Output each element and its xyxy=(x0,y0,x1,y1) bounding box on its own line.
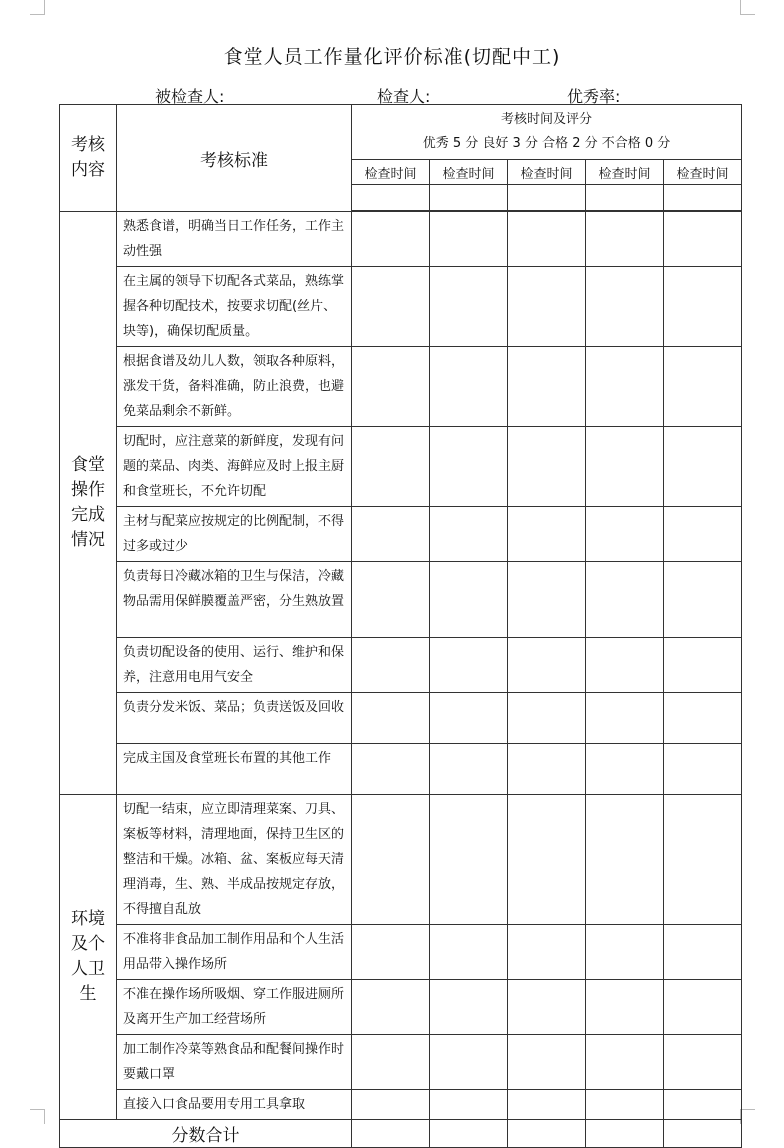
inspected-person-label: 被检查人: xyxy=(155,87,225,106)
score-cell[interactable] xyxy=(586,693,664,744)
score-cell[interactable] xyxy=(586,980,664,1035)
page-corner-mark xyxy=(740,0,755,15)
total-row xyxy=(60,1120,742,1148)
score-cell[interactable] xyxy=(352,212,430,267)
category-line: 操作 xyxy=(71,480,105,500)
standard-text: 完成主国及食堂班长布置的其他工作 xyxy=(117,744,352,795)
score-cell[interactable] xyxy=(664,638,742,693)
score-cell[interactable] xyxy=(352,638,430,693)
table-row xyxy=(60,744,742,795)
standard-text: 切配一结束，应立即清理菜案、刀具、案板等材料，清理地面，保持卫生区的整洁和干燥。冰箱、盆、案板应每天清理消毒，生、熟、半成品按规定存放，不得擅自乱放 xyxy=(117,795,352,925)
score-cell[interactable] xyxy=(352,427,430,507)
score-cell[interactable] xyxy=(430,507,508,562)
score-cell[interactable] xyxy=(352,267,430,347)
score-cell[interactable] xyxy=(430,212,508,267)
table-row xyxy=(60,347,742,427)
score-title: 考核时间及评分 xyxy=(501,112,593,127)
category-line: 人卫 xyxy=(71,959,105,979)
table-row xyxy=(60,562,742,638)
score-cell[interactable] xyxy=(508,638,586,693)
score-cell[interactable] xyxy=(508,562,586,638)
time-column-header: 检查时间 xyxy=(664,160,742,185)
standard-text: 负责切配设备的使用、运行、维护和保养，注意用电用气安全 xyxy=(117,638,352,693)
score-cell[interactable] xyxy=(586,347,664,427)
score-cell[interactable] xyxy=(508,507,586,562)
score-cell[interactable] xyxy=(508,347,586,427)
score-cell[interactable] xyxy=(586,795,664,925)
total-score-cell[interactable] xyxy=(352,1120,430,1148)
standard-text: 在主属的领导下切配各式菜品，熟练掌握各种切配技术，按要求切配(丝片、块等)，确保切配质量。 xyxy=(117,267,352,347)
total-label: 分数合计 xyxy=(60,1120,352,1148)
score-cell[interactable] xyxy=(508,693,586,744)
standard-text: 负责每日冷藏冰箱的卫生与保洁，冷藏物品需用保鲜膜覆盖严密，分生熟放置 xyxy=(117,562,352,638)
score-cell[interactable] xyxy=(586,638,664,693)
table-row xyxy=(60,267,742,347)
score-cell[interactable] xyxy=(352,1090,430,1120)
evaluation-table xyxy=(59,104,742,1148)
time-column-header: 检查时间 xyxy=(430,160,508,185)
score-cell[interactable] xyxy=(430,925,508,980)
score-cell[interactable] xyxy=(430,267,508,347)
table-row xyxy=(60,427,742,507)
standard-text: 主材与配菜应按规定的比例配制，不得过多或过少 xyxy=(117,507,352,562)
score-cell[interactable] xyxy=(664,212,742,267)
section-category xyxy=(60,212,117,795)
score-cell[interactable] xyxy=(586,562,664,638)
score-cell[interactable] xyxy=(664,347,742,427)
standard-text: 负责分发米饭、菜品；负责送饭及回收 xyxy=(117,693,352,744)
time-column-header: 检查时间 xyxy=(586,160,664,185)
score-cell[interactable] xyxy=(586,427,664,507)
score-cell[interactable] xyxy=(586,212,664,267)
score-cell[interactable] xyxy=(664,1035,742,1090)
score-cell[interactable] xyxy=(430,427,508,507)
score-cell[interactable] xyxy=(664,562,742,638)
score-cell[interactable] xyxy=(352,980,430,1035)
time-input-cell[interactable] xyxy=(664,185,742,211)
header-category-line: 考核 xyxy=(71,135,105,155)
document-title: 食堂人员工作量化评价标准(切配中工) xyxy=(223,46,561,68)
score-cell[interactable] xyxy=(586,507,664,562)
header-row xyxy=(60,105,742,160)
table-row xyxy=(60,638,742,693)
table-row xyxy=(60,980,742,1035)
score-cell[interactable] xyxy=(508,980,586,1035)
total-score-cell[interactable] xyxy=(508,1120,586,1148)
page-corner-mark xyxy=(30,1109,45,1124)
category-line: 完成 xyxy=(71,505,105,525)
score-cell[interactable] xyxy=(664,507,742,562)
score-cell[interactable] xyxy=(586,267,664,347)
score-cell[interactable] xyxy=(664,744,742,795)
score-cell[interactable] xyxy=(508,1090,586,1120)
standard-text: 直接入口食品要用专用工具拿取 xyxy=(117,1090,352,1120)
score-cell[interactable] xyxy=(586,1090,664,1120)
score-cell[interactable] xyxy=(352,507,430,562)
category-line: 食堂 xyxy=(71,455,105,475)
score-cell[interactable] xyxy=(508,212,586,267)
score-cell[interactable] xyxy=(430,638,508,693)
category-line: 生 xyxy=(79,984,97,1004)
score-cell[interactable] xyxy=(430,744,508,795)
page-corner-mark xyxy=(30,0,45,15)
score-cell[interactable] xyxy=(352,744,430,795)
standard-text: 根据食谱及幼儿人数，领取各种原料，涨发干货，备料准确，防止浪费，也避免菜品剩余不新鲜。 xyxy=(117,347,352,427)
score-cell[interactable] xyxy=(430,1090,508,1120)
score-cell[interactable] xyxy=(352,795,430,925)
time-input-cell[interactable] xyxy=(430,185,508,211)
score-cell[interactable] xyxy=(664,980,742,1035)
category-line: 及个 xyxy=(71,934,105,954)
table-row xyxy=(60,1090,742,1120)
score-cell[interactable] xyxy=(586,744,664,795)
time-input-cell[interactable] xyxy=(586,185,664,211)
score-cell[interactable] xyxy=(430,980,508,1035)
table-row xyxy=(60,212,742,267)
score-cell[interactable] xyxy=(664,925,742,980)
score-cell[interactable] xyxy=(430,693,508,744)
score-cell[interactable] xyxy=(508,744,586,795)
score-cell[interactable] xyxy=(508,795,586,925)
score-cell[interactable] xyxy=(352,925,430,980)
score-cell[interactable] xyxy=(352,693,430,744)
header-score-block xyxy=(352,105,742,160)
score-cell[interactable] xyxy=(508,427,586,507)
score-legend: 优秀 5 分 良好 3 分 合格 2 分 不合格 0 分 xyxy=(422,136,671,151)
score-cell[interactable] xyxy=(664,1090,742,1120)
score-cell[interactable] xyxy=(352,1035,430,1090)
standard-text: 加工制作冷菜等熟食品和配餐间操作时要戴口罩 xyxy=(117,1035,352,1090)
score-cell[interactable] xyxy=(664,795,742,925)
score-cell[interactable] xyxy=(430,795,508,925)
table-row xyxy=(60,693,742,744)
score-cell[interactable] xyxy=(352,347,430,427)
time-input-cell[interactable] xyxy=(508,185,586,211)
standard-text: 不准在操作场所吸烟、穿工作服进厕所及离开生产加工经营场所 xyxy=(117,980,352,1035)
standard-text: 熟悉食谱，明确当日工作任务，工作主动性强 xyxy=(117,212,352,267)
score-cell[interactable] xyxy=(430,347,508,427)
table-row xyxy=(60,507,742,562)
score-cell[interactable] xyxy=(508,925,586,980)
table-row xyxy=(60,1035,742,1090)
score-cell[interactable] xyxy=(508,1035,586,1090)
score-cell[interactable] xyxy=(664,693,742,744)
category-line: 情况 xyxy=(71,530,105,550)
header-category xyxy=(60,105,117,212)
standard-text: 切配时，应注意菜的新鲜度，发现有问题的菜品、肉类、海鲜应及时上报主厨和食堂班长，不允许切配 xyxy=(117,427,352,507)
total-score-cell[interactable] xyxy=(586,1120,664,1148)
score-cell[interactable] xyxy=(586,1035,664,1090)
time-column-header: 检查时间 xyxy=(352,160,430,185)
inspector-label: 检查人: xyxy=(377,87,431,106)
total-score-cell[interactable] xyxy=(664,1120,742,1148)
score-cell[interactable] xyxy=(664,267,742,347)
time-input-cell[interactable] xyxy=(352,185,430,211)
table-row xyxy=(60,925,742,980)
time-column-header: 检查时间 xyxy=(508,160,586,185)
excellent-rate-label: 优秀率: xyxy=(567,87,621,106)
category-line: 环境 xyxy=(71,909,105,929)
section-category xyxy=(60,795,117,1120)
table-row xyxy=(60,795,742,925)
score-cell[interactable] xyxy=(352,562,430,638)
score-cell[interactable] xyxy=(430,1035,508,1090)
header-category-line: 内容 xyxy=(71,160,105,180)
total-score-cell[interactable] xyxy=(430,1120,508,1148)
score-cell[interactable] xyxy=(586,925,664,980)
score-cell[interactable] xyxy=(508,267,586,347)
score-cell[interactable] xyxy=(664,427,742,507)
standard-text: 不准将非食品加工制作用品和个人生活用品带入操作场所 xyxy=(117,925,352,980)
score-cell[interactable] xyxy=(430,562,508,638)
header-standard: 考核标准 xyxy=(117,105,352,212)
page-corner-mark xyxy=(740,1109,755,1124)
